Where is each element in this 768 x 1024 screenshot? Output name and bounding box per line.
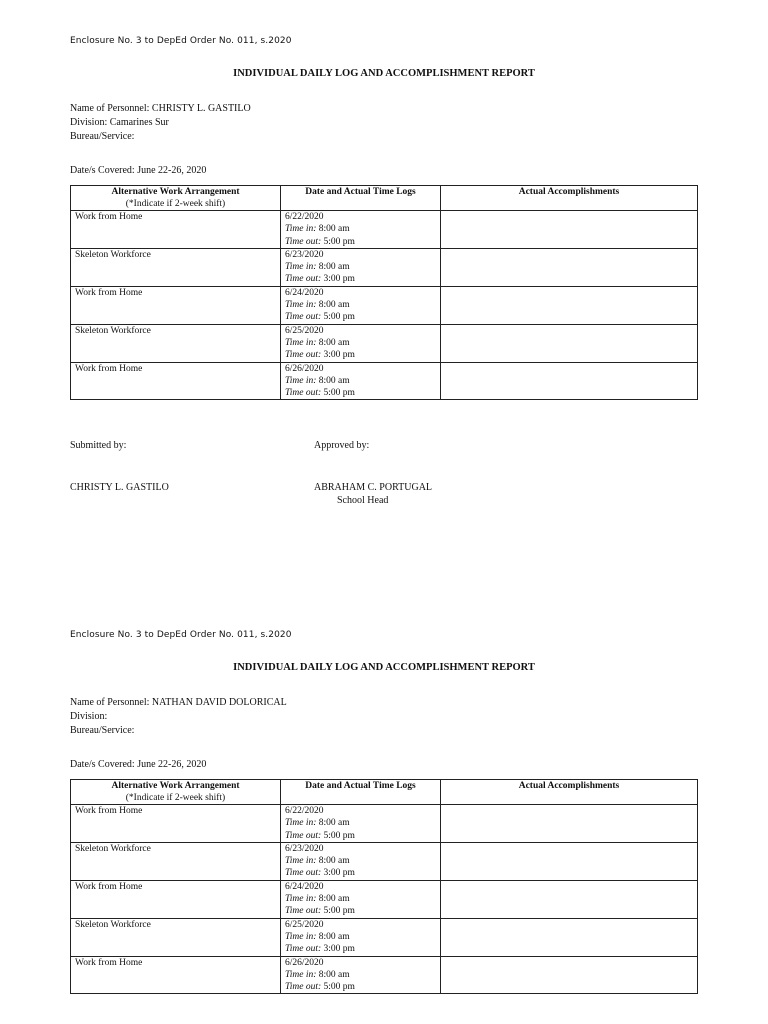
time-in-value: 8:00 am: [316, 818, 350, 829]
time-log-cell: [281, 324, 441, 362]
enclosure-note: Enclosure No. 3 to DepEd Order No. 011, s.2020: [70, 630, 292, 640]
header-arrangement-note: (*Indicate if 2-week shift): [125, 793, 226, 803]
time-log-cell: [281, 211, 441, 249]
log-date: 6/24/2020: [285, 881, 324, 892]
header-accomplishments: Actual Accomplishments: [441, 780, 698, 805]
time-in-label: Time in:: [285, 931, 317, 942]
report-title: INDIVIDUAL DAILY LOG AND ACCOMPLISHMENT REPORT: [233, 662, 535, 673]
accomplishment-cell: [441, 805, 698, 843]
time-out-label: Time out:: [285, 830, 322, 841]
time-in-value: 8:00 am: [316, 894, 350, 905]
time-in-label: Time in:: [285, 375, 317, 386]
log-date: 6/26/2020: [285, 957, 324, 968]
enclosure-note: Enclosure No. 3 to DepEd Order No. 011, s.2020: [70, 36, 292, 46]
header-time-logs: Date and Actual Time Logs: [281, 780, 441, 805]
time-log-cell: [281, 842, 441, 880]
time-out-value: 3:00 pm: [321, 350, 355, 361]
accomplishment-cell: [441, 842, 698, 880]
time-in-label: Time in:: [285, 818, 317, 829]
header-arrangement-note: (*Indicate if 2-week shift): [125, 199, 226, 209]
time-log-cell: [281, 880, 441, 918]
table-header-row: [71, 780, 698, 805]
header-time-logs: Date and Actual Time Logs: [281, 186, 441, 211]
time-in-value: 8:00 am: [316, 969, 350, 980]
time-in-label: Time in:: [285, 894, 317, 905]
approver-title: School Head: [337, 495, 389, 506]
time-out-label: Time out:: [285, 944, 322, 955]
time-out-value: 3:00 pm: [321, 868, 355, 879]
time-out-value: 3:00 pm: [321, 944, 355, 955]
time-in-label: Time in:: [285, 224, 317, 235]
time-log-cell: [281, 248, 441, 286]
table-row: [71, 286, 698, 324]
arrangement-cell: Skeleton Workforce: [71, 324, 281, 362]
approved-by-label: Approved by:: [314, 440, 370, 451]
header-arrangement-label: Alternative Work Arrangement: [111, 781, 240, 791]
time-out-value: 5:00 pm: [321, 982, 355, 993]
arrangement-cell: Work from Home: [71, 805, 281, 843]
time-in-label: Time in:: [285, 300, 317, 311]
submitted-by-label: Submitted by:: [70, 440, 127, 451]
table-row: [71, 324, 698, 362]
time-log-cell: [281, 956, 441, 994]
time-log-cell: [281, 286, 441, 324]
time-out-label: Time out:: [285, 312, 322, 323]
log-date: 6/24/2020: [285, 287, 324, 298]
table-row: [71, 880, 698, 918]
time-in-value: 8:00 am: [316, 224, 350, 235]
accomplishment-cell: [441, 918, 698, 956]
time-out-value: 5:00 pm: [321, 830, 355, 841]
accomplishment-cell: [441, 286, 698, 324]
time-in-value: 8:00 am: [316, 375, 350, 386]
accomplishment-cell: [441, 880, 698, 918]
table-row: [71, 362, 698, 400]
log-date: 6/22/2020: [285, 212, 324, 222]
time-out-value: 3:00 pm: [321, 274, 355, 285]
arrangement-cell: Skeleton Workforce: [71, 842, 281, 880]
arrangement-cell: Work from Home: [71, 880, 281, 918]
personnel-name: Name of Personnel: CHRISTY L. GASTILO: [70, 103, 251, 114]
time-out-label: Time out:: [285, 868, 322, 879]
time-in-value: 8:00 am: [316, 337, 350, 348]
report-title: INDIVIDUAL DAILY LOG AND ACCOMPLISHMENT REPORT: [233, 68, 535, 79]
table-row: [71, 842, 698, 880]
log-date: 6/23/2020: [285, 249, 324, 260]
dates-covered: Date/s Covered: June 22-26, 2020: [70, 759, 207, 770]
time-out-label: Time out:: [285, 274, 322, 285]
approver-name: ABRAHAM C. PORTUGAL: [314, 482, 433, 493]
bureau-line: Bureau/Service:: [70, 725, 135, 736]
time-out-label: Time out:: [285, 906, 322, 917]
time-in-value: 8:00 am: [316, 856, 350, 867]
time-out-label: Time out:: [285, 388, 322, 399]
time-log-table: [70, 185, 698, 400]
time-in-label: Time in:: [285, 856, 317, 867]
arrangement-cell: Skeleton Workforce: [71, 918, 281, 956]
accomplishment-cell: [441, 248, 698, 286]
time-in-value: 8:00 am: [316, 931, 350, 942]
arrangement-cell: Work from Home: [71, 211, 281, 249]
table-header-row: [71, 186, 698, 211]
division-line: Division: Camarines Sur: [70, 117, 169, 128]
header-arrangement: [71, 186, 281, 211]
accomplishment-cell: [441, 362, 698, 400]
log-date: 6/23/2020: [285, 843, 324, 854]
time-out-value: 5:00 pm: [321, 312, 355, 323]
submitter-name: CHRISTY L. GASTILO: [70, 482, 169, 493]
table-row: [71, 211, 698, 249]
time-out-value: 5:00 pm: [321, 906, 355, 917]
table-row: [71, 918, 698, 956]
time-out-label: Time out:: [285, 236, 322, 247]
accomplishment-cell: [441, 211, 698, 249]
log-date: 6/26/2020: [285, 363, 324, 374]
table-row: [71, 956, 698, 994]
log-date: 6/25/2020: [285, 325, 324, 336]
time-in-value: 8:00 am: [316, 300, 350, 311]
division-line: Division:: [70, 711, 108, 722]
time-log-cell: [281, 805, 441, 843]
time-out-value: 5:00 pm: [321, 236, 355, 247]
log-date: 6/25/2020: [285, 919, 324, 930]
time-in-label: Time in:: [285, 337, 317, 348]
time-log-cell: [281, 918, 441, 956]
time-in-value: 8:00 am: [316, 262, 350, 273]
log-date: 6/22/2020: [285, 806, 324, 816]
header-accomplishments: Actual Accomplishments: [441, 186, 698, 211]
arrangement-cell: Work from Home: [71, 286, 281, 324]
header-arrangement-label: Alternative Work Arrangement: [111, 187, 240, 197]
accomplishment-cell: [441, 324, 698, 362]
table-row: [71, 805, 698, 843]
header-arrangement: [71, 780, 281, 805]
time-in-label: Time in:: [285, 262, 317, 273]
time-in-label: Time in:: [285, 969, 317, 980]
time-out-label: Time out:: [285, 982, 322, 993]
bureau-line: Bureau/Service:: [70, 131, 135, 142]
time-out-value: 5:00 pm: [321, 388, 355, 399]
personnel-name: Name of Personnel: NATHAN DAVID DOLORICAL: [70, 697, 287, 708]
arrangement-cell: Skeleton Workforce: [71, 248, 281, 286]
time-out-label: Time out:: [285, 350, 322, 361]
arrangement-cell: Work from Home: [71, 362, 281, 400]
table-row: [71, 248, 698, 286]
dates-covered: Date/s Covered: June 22-26, 2020: [70, 165, 207, 176]
time-log-cell: [281, 362, 441, 400]
arrangement-cell: Work from Home: [71, 956, 281, 994]
time-log-table: [70, 779, 698, 994]
accomplishment-cell: [441, 956, 698, 994]
